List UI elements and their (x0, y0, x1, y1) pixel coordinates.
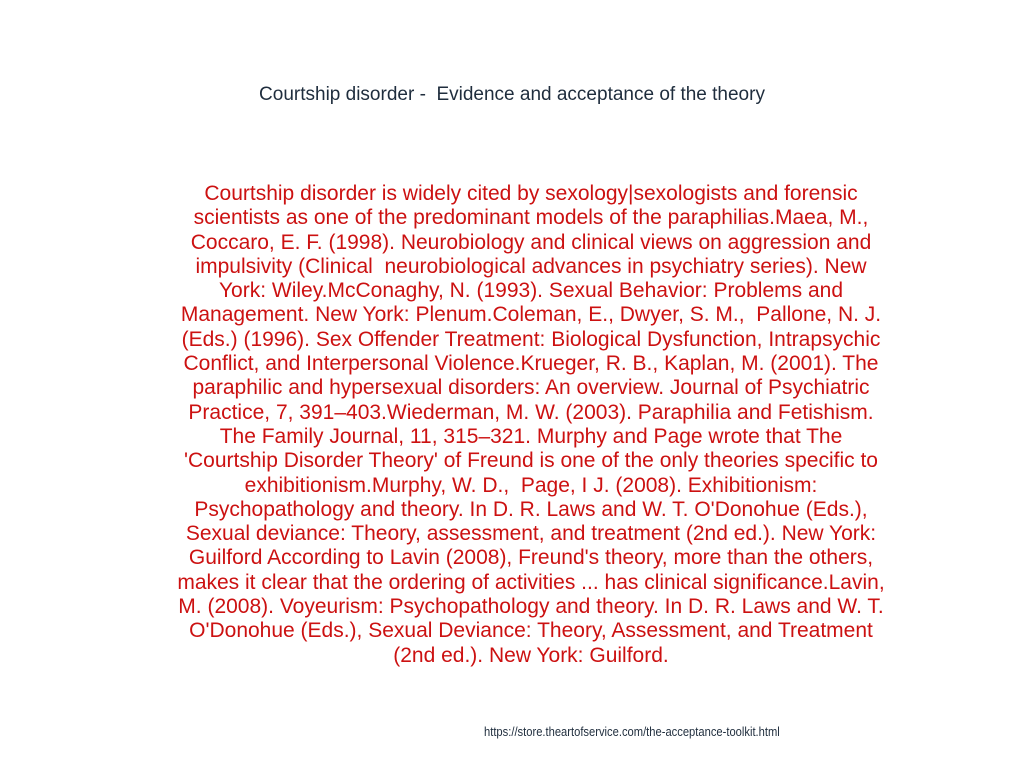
body-line: Courtship disorder is widely cited by sexology|sexologists and forensic (204, 182, 858, 205)
body-line: makes it clear that the ordering of activities ... has clinical significance.Lavin, (177, 570, 885, 594)
body-line: impulsivity (Clinical neurobiological advances in psychiatry series). New (195, 254, 867, 278)
body-line: (2nd ed.). New York: Guilford. (393, 643, 669, 667)
body-line: exhibitionism.Murphy, W. D., Page, I J. (2008). Exhibitionism: (244, 473, 818, 497)
body-line: M. (2008). Voyeurism: Psychopathology and theory. In D. R. Laws and W. T. (178, 595, 884, 619)
slide-body (98, 182, 964, 668)
body-line: Guilford According to Lavin (2008), Freund's theory, more than the others, (188, 546, 874, 570)
slide-title: Courtship disorder - Evidence and acceptance of the theory (259, 84, 765, 105)
body-line: scientists as one of the predominant models of the paraphilias.Maea, M., (193, 206, 869, 230)
body-line: 'Courtship Disorder Theory' of Freund is one of the only theories specific to (184, 449, 878, 473)
body-line: The Family Journal, 11, 315–321. Murphy and Page wrote that The (219, 424, 843, 448)
body-line: Management. New York: Plenum.Coleman, E., Dwyer, S. M., Pallone, N. J. (180, 303, 882, 327)
body-line: (Eds.) (1996). Sex Offender Treatment: Biological Dysfunction, Intrapsychic (181, 327, 881, 351)
body-line: O'Donohue (Eds.), Sexual Deviance: Theory, Assessment, and Treatment (189, 619, 873, 643)
body-line: Coccaro, E. F. (1998). Neurobiology and clinical views on aggression and (190, 230, 872, 254)
body-line: Sexual deviance: Theory, assessment, and treatment (2nd ed.). New York: (185, 522, 877, 546)
body-line: paraphilic and hypersexual disorders: An overview. Journal of Psychiatric (192, 376, 870, 400)
body-line: Psychopathology and theory. In D. R. Laws and W. T. O'Donohue (Eds.), (194, 497, 868, 521)
footer-url[interactable]: https://store.theartofservice.com/the-acceptance-toolkit.html (484, 724, 780, 739)
body-line: Conflict, and Interpersonal Violence.Krueger, R. B., Kaplan, M. (2001). The (183, 352, 879, 376)
body-line: Practice, 7, 391–403.Wiederman, M. W. (2003). Paraphilia and Fetishism. (188, 400, 874, 424)
body-line: York: Wiley.McConaghy, N. (1993). Sexual Behavior: Problems and (218, 279, 844, 303)
